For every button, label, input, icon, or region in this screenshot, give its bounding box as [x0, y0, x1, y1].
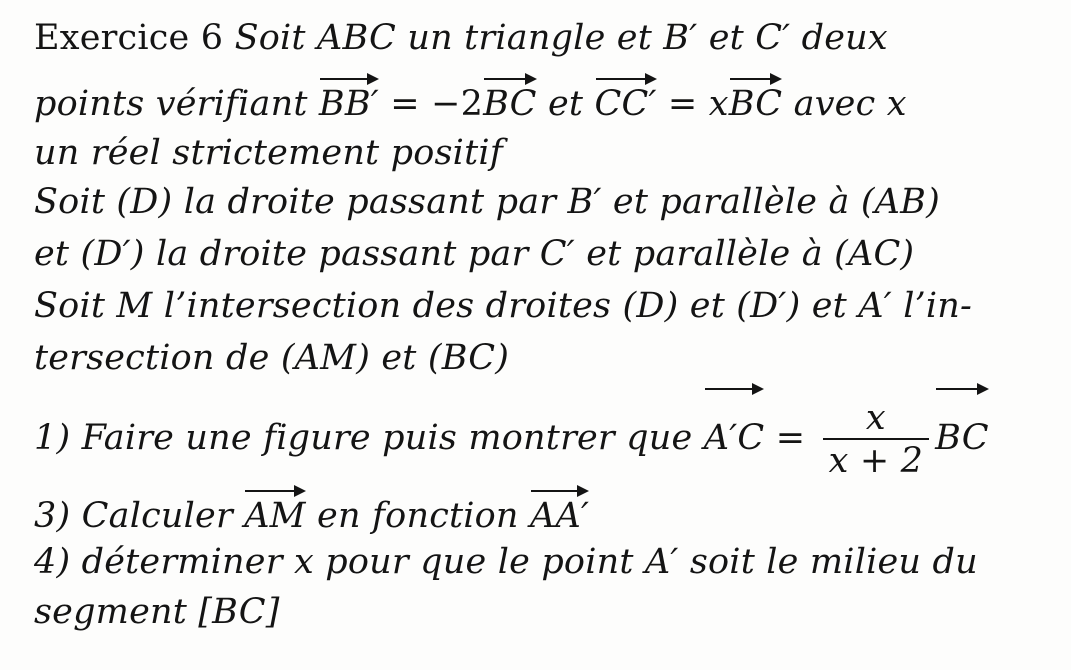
text-points: points vérifiant: [34, 84, 319, 124]
vector-bc-1: BC: [483, 72, 537, 126]
text-en-fonction: en fonction: [305, 496, 530, 536]
fraction: [823, 398, 930, 482]
fraction-numerator: x: [823, 398, 930, 440]
vector-aa-prime: AA′: [530, 484, 589, 538]
vector-am: AM: [244, 484, 306, 538]
exercise-statement-1: Soit ABC un triangle et B′ et C′ deux: [234, 18, 888, 58]
question-4-line-1: 4) déterminer x pour que le point A′ soit le milieu du: [34, 542, 978, 582]
text-et: et: [536, 84, 595, 124]
question-3: [34, 484, 589, 538]
equals-minus-two: = −2: [378, 84, 484, 124]
exercise-line-2: [34, 72, 907, 126]
equals-x: = x: [656, 84, 729, 124]
exercise-line-3: un réel strictement positif: [34, 133, 503, 173]
question-1: [34, 382, 989, 484]
vector-bb-prime: BB′: [319, 72, 379, 126]
question-1-text: 1) Faire une figure puis montrer que: [34, 418, 704, 458]
exercise-line-4: Soit (D) la droite passant par B′ et parallèle à (AB): [34, 182, 940, 222]
vector-cc-prime: CC′: [595, 72, 657, 126]
exercise-line-1: [34, 16, 888, 60]
exercise-title: Exercice 6: [34, 18, 224, 58]
text-avec-x: avec x: [782, 84, 907, 124]
exercise-line-7: tersection de (AM) et (BC): [34, 338, 510, 378]
exercise-line-5: et (D′) la droite passant par C′ et parallèle à (AC): [34, 234, 915, 274]
vector-bc-3: BC: [935, 382, 989, 484]
question-4-line-2: segment [BC]: [34, 592, 280, 632]
vector-bc-2: BC: [729, 72, 783, 126]
equals-sign: =: [764, 418, 817, 458]
fraction-denominator: x + 2: [828, 440, 924, 481]
exercise-line-6: Soit M l’intersection des droites (D) et (D′) et A′ l’in-: [34, 286, 973, 326]
question-3-text: 3) Calculer: [34, 496, 245, 536]
vector-a-prime-c: A′C: [704, 382, 765, 484]
